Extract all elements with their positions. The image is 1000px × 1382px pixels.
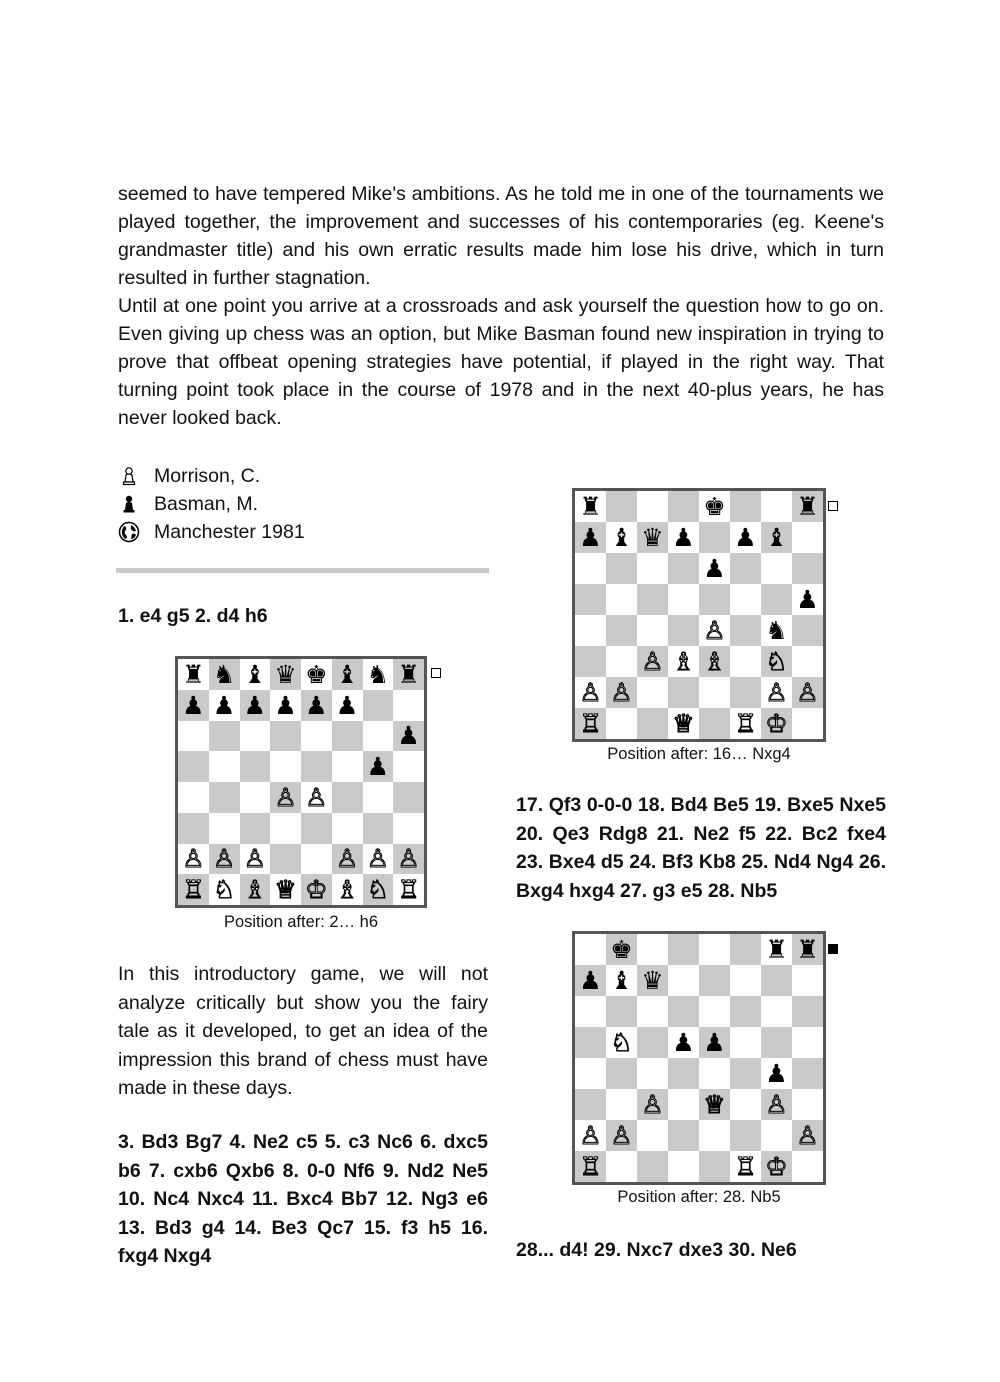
board-square	[761, 1027, 792, 1058]
board-square	[668, 1089, 699, 1120]
moves-opening: 1. e4 g5 2. d4 h6	[118, 605, 268, 627]
board-square	[301, 659, 332, 690]
white-pawn-icon: ♙	[579, 678, 602, 707]
board-square	[668, 934, 699, 965]
board-square	[637, 965, 668, 996]
board-square	[363, 782, 394, 813]
board-square	[209, 782, 240, 813]
board-square	[606, 615, 637, 646]
board-square	[637, 584, 668, 615]
event-name: Manchester 1981	[154, 521, 305, 543]
board-square	[699, 522, 730, 553]
white-player-row	[118, 462, 305, 490]
board-square	[301, 782, 332, 813]
board-square	[699, 553, 730, 584]
board-square	[668, 1027, 699, 1058]
board-square	[301, 874, 332, 905]
white-to-move-marker	[828, 501, 838, 511]
white-pawn-icon: ♙	[703, 616, 726, 645]
board-square	[699, 1120, 730, 1151]
black-rook-icon: ♜	[397, 659, 420, 689]
board-square	[575, 934, 606, 965]
board-square	[270, 844, 301, 875]
white-pawn-icon: ♙	[765, 678, 788, 707]
board-square	[761, 491, 792, 522]
board-square	[730, 522, 761, 553]
board-square	[332, 721, 363, 752]
board-square	[761, 1089, 792, 1120]
board-square	[301, 844, 332, 875]
board-square	[792, 677, 823, 708]
board-square	[332, 659, 363, 690]
board-square	[240, 782, 271, 813]
board-square	[606, 646, 637, 677]
board-square	[730, 677, 761, 708]
board-square	[606, 965, 637, 996]
intro-text	[118, 180, 884, 432]
board-square	[637, 708, 668, 739]
black-pawn-icon: ♟	[672, 1028, 695, 1057]
board-square	[668, 646, 699, 677]
board-square	[575, 1027, 606, 1058]
board-square	[761, 1151, 792, 1182]
board-square	[606, 491, 637, 522]
board-square	[393, 721, 424, 752]
board-square	[668, 677, 699, 708]
black-pawn-icon: ♟	[274, 690, 297, 720]
board-square	[792, 1027, 823, 1058]
white-to-move-marker	[431, 668, 441, 678]
board-square	[363, 874, 394, 905]
board-square	[240, 874, 271, 905]
board-square	[209, 690, 240, 721]
board-square	[270, 721, 301, 752]
board-square	[730, 1089, 761, 1120]
board-square	[606, 1058, 637, 1089]
board-square	[178, 659, 209, 690]
black-rook-icon: ♜	[796, 935, 819, 964]
white-pawn-icon: ♙	[182, 844, 205, 874]
board-square	[178, 782, 209, 813]
board-square	[637, 553, 668, 584]
board-square	[792, 522, 823, 553]
white-king-icon: ♔	[765, 709, 788, 738]
board-square	[730, 615, 761, 646]
board-square	[301, 690, 332, 721]
board-square	[792, 934, 823, 965]
board-square	[178, 813, 209, 844]
board-square	[761, 1120, 792, 1151]
diagram-caption: Position after: 16… Nxg4	[607, 745, 791, 763]
intro-paragraph: Until at one point you arrive at a crossroads and ask yourself the question how to go on. Even giving up chess was an option, but Mike Basman found new inspiration in trying to prove that offbeat opening strategies have potential, if played in the right way. That turning point took place in the course of 1978 and in the next 40-plus years, he has never looked back.	[118, 295, 884, 429]
board-square	[575, 491, 606, 522]
board-square	[637, 615, 668, 646]
board-square	[668, 491, 699, 522]
white-pawn-icon: ♙	[212, 844, 236, 874]
board-square	[699, 934, 730, 965]
board-square	[730, 996, 761, 1027]
white-pawn-icon	[118, 465, 140, 487]
board-square	[792, 708, 823, 739]
board-square	[730, 965, 761, 996]
board-square	[668, 965, 699, 996]
board-square	[363, 813, 394, 844]
board-square	[240, 844, 271, 875]
white-bishop-icon: ♗	[335, 875, 359, 905]
board-square	[178, 844, 209, 875]
commentary: In this introductory game, we will not analyze critically but show you the fairy tale as it developed, to get an idea of the impression this brand of chess must have made in these days.	[118, 963, 488, 1099]
board-square	[393, 751, 424, 782]
board-square	[668, 615, 699, 646]
board-square	[730, 1151, 761, 1182]
black-rook-icon: ♜	[579, 492, 602, 521]
black-player-row	[118, 490, 305, 518]
chess-diagram	[572, 931, 826, 1185]
board-square	[240, 751, 271, 782]
board-square	[575, 553, 606, 584]
board-square	[363, 659, 394, 690]
section-divider	[116, 568, 489, 573]
black-bishop-icon: ♝	[335, 659, 359, 689]
board-square	[393, 813, 424, 844]
board-square	[668, 1058, 699, 1089]
white-bishop-icon: ♗	[243, 875, 267, 905]
black-king-icon: ♚	[305, 659, 328, 689]
board-square	[637, 1120, 668, 1151]
board-square	[575, 615, 606, 646]
board-square	[240, 813, 271, 844]
board-square	[606, 1151, 637, 1182]
white-pawn-icon: ♙	[796, 678, 819, 707]
board-square	[668, 1120, 699, 1151]
board-square	[575, 965, 606, 996]
board-square	[209, 721, 240, 752]
board-square	[637, 491, 668, 522]
board-square	[575, 677, 606, 708]
white-queen-icon: ♕	[274, 875, 297, 905]
board-square	[209, 751, 240, 782]
board-square	[699, 965, 730, 996]
white-knight-icon: ♘	[212, 875, 236, 905]
board-square	[668, 584, 699, 615]
black-bishop-icon: ♝	[243, 659, 267, 689]
board-square	[699, 491, 730, 522]
board-square	[668, 1151, 699, 1182]
event-row	[118, 518, 305, 546]
board-square	[761, 553, 792, 584]
board-square	[575, 522, 606, 553]
black-pawn-icon: ♟	[212, 690, 236, 720]
board-square	[730, 1058, 761, 1089]
black-knight-icon: ♞	[765, 616, 788, 645]
white-knight-icon: ♘	[610, 1028, 633, 1057]
white-queen-icon: ♕	[672, 709, 695, 738]
white-pawn-icon: ♙	[641, 647, 664, 676]
white-pawn-icon: ♙	[335, 844, 359, 874]
board-square	[792, 965, 823, 996]
black-queen-icon: ♛	[641, 966, 664, 995]
board-square	[363, 721, 394, 752]
white-rook-icon: ♖	[734, 1152, 757, 1181]
board-square	[606, 1120, 637, 1151]
board-square	[575, 708, 606, 739]
white-player-name: Morrison, C.	[154, 465, 261, 487]
board-square	[209, 659, 240, 690]
board-square	[761, 708, 792, 739]
board-square	[575, 1089, 606, 1120]
board-square	[575, 646, 606, 677]
white-pawn-icon: ♙	[610, 1121, 633, 1150]
board-square	[761, 584, 792, 615]
board-square	[637, 1151, 668, 1182]
black-pawn-icon: ♟	[366, 752, 390, 782]
board-square	[668, 996, 699, 1027]
board-square	[730, 584, 761, 615]
board-square	[699, 615, 730, 646]
white-bishop-icon: ♗	[672, 647, 695, 676]
black-pawn-icon: ♟	[765, 1059, 788, 1088]
board-square	[761, 646, 792, 677]
white-pawn-icon: ♙	[796, 1121, 819, 1150]
board-square	[792, 615, 823, 646]
board-square	[699, 1151, 730, 1182]
black-king-icon: ♚	[610, 935, 633, 964]
board-square	[792, 1058, 823, 1089]
white-rook-icon: ♖	[579, 709, 602, 738]
white-rook-icon: ♖	[734, 709, 757, 738]
board-square	[332, 782, 363, 813]
board-square	[637, 934, 668, 965]
board-square	[792, 584, 823, 615]
board-square	[792, 1120, 823, 1151]
black-player-name: Basman, M.	[154, 493, 259, 515]
white-knight-icon: ♘	[765, 647, 788, 676]
board-square	[792, 646, 823, 677]
board-square	[761, 615, 792, 646]
board-square	[178, 874, 209, 905]
black-pawn-icon: ♟	[182, 690, 205, 720]
white-rook-icon: ♖	[397, 875, 420, 905]
board-square	[393, 690, 424, 721]
black-pawn-icon: ♟	[703, 554, 726, 583]
black-queen-icon: ♛	[274, 659, 297, 689]
white-pawn-icon: ♙	[765, 1090, 788, 1119]
board-square	[332, 813, 363, 844]
board-square	[606, 708, 637, 739]
black-bishop-icon: ♝	[610, 966, 633, 995]
board-square	[761, 934, 792, 965]
board-square	[301, 751, 332, 782]
board-square	[761, 1058, 792, 1089]
board-square	[637, 677, 668, 708]
board-square	[363, 844, 394, 875]
white-rook-icon: ♖	[579, 1152, 602, 1181]
board-square	[730, 1027, 761, 1058]
globe-icon	[118, 521, 140, 543]
black-bishop-icon: ♝	[610, 523, 633, 552]
black-pawn-icon: ♟	[579, 966, 602, 995]
board-square	[270, 782, 301, 813]
board-square	[637, 1089, 668, 1120]
board-square	[301, 813, 332, 844]
white-pawn-icon: ♙	[366, 844, 390, 874]
board-square	[209, 813, 240, 844]
black-pawn-icon: ♟	[243, 690, 267, 720]
board-square	[792, 1151, 823, 1182]
board-square	[792, 1089, 823, 1120]
board-square	[606, 584, 637, 615]
board-square	[393, 844, 424, 875]
board-square	[363, 690, 394, 721]
diagram-caption: Position after: 28. Nb5	[617, 1188, 781, 1206]
board-square	[270, 690, 301, 721]
board-square	[730, 1120, 761, 1151]
board-square	[178, 721, 209, 752]
board-square	[270, 813, 301, 844]
black-rook-icon: ♜	[765, 935, 788, 964]
board-square	[699, 677, 730, 708]
board-square	[178, 690, 209, 721]
black-knight-icon: ♞	[212, 659, 236, 689]
black-knight-icon: ♞	[366, 659, 390, 689]
board-square	[209, 874, 240, 905]
game-header	[118, 462, 305, 546]
board-square	[575, 996, 606, 1027]
board-square	[332, 751, 363, 782]
board-square	[178, 751, 209, 782]
board-square	[332, 690, 363, 721]
black-pawn-icon	[118, 493, 140, 515]
board-square	[363, 751, 394, 782]
black-pawn-icon: ♟	[305, 690, 328, 720]
black-pawn-icon: ♟	[672, 523, 695, 552]
board-square	[575, 1151, 606, 1182]
board-square	[792, 996, 823, 1027]
white-queen-icon: ♕	[703, 1090, 726, 1119]
board-square	[730, 646, 761, 677]
white-pawn-icon: ♙	[579, 1121, 602, 1150]
board-square	[606, 522, 637, 553]
board-square	[393, 659, 424, 690]
board-square	[761, 965, 792, 996]
board-square	[699, 584, 730, 615]
white-pawn-icon: ♙	[305, 782, 328, 812]
black-pawn-icon: ♟	[579, 523, 602, 552]
black-pawn-icon: ♟	[796, 585, 819, 614]
board-square	[637, 1027, 668, 1058]
board-square	[730, 708, 761, 739]
black-rook-icon: ♜	[182, 659, 205, 689]
board-square	[606, 1027, 637, 1058]
board-square	[637, 1058, 668, 1089]
board-square	[606, 934, 637, 965]
board-square	[393, 782, 424, 813]
black-king-icon: ♚	[703, 492, 726, 521]
board-square	[240, 721, 271, 752]
moves-middlegame: 3. Bd3 Bg7 4. Ne2 c5 5. c3 Nc6 6. dxc5 b6 7. cxb6 Qxb6 8. 0-0 Nf6 9. Nd2 Ne5 10. Nc4 Nxc4 11. Bxc4 Bb7 12. Ng3 e6 13. Bd3 g4 14. Be3 Qc7 15. f3 h5 16. fxg4 Nxg4	[118, 1131, 488, 1267]
board-square	[240, 659, 271, 690]
white-pawn-icon: ♙	[243, 844, 267, 874]
board-square	[699, 1089, 730, 1120]
chess-diagram	[175, 656, 427, 908]
white-king-icon: ♔	[765, 1152, 788, 1181]
board-square	[668, 553, 699, 584]
black-bishop-icon: ♝	[765, 523, 788, 552]
board-square	[575, 1120, 606, 1151]
board-square	[668, 708, 699, 739]
board-square	[606, 1089, 637, 1120]
board-square	[699, 1027, 730, 1058]
board-square	[792, 491, 823, 522]
moves-after-16: 17. Qf3 0-0-0 18. Bd4 Be5 19. Bxe5 Nxe5 20. Qe3 Rdg8 21. Ne2 f5 22. Bc2 fxe4 23. Bxe4 d5 24. Bf3 Kb8 25. Nd4 Ng4 26. Bxg4 hxg4 27. g3 e5 28. Nb5	[516, 794, 886, 902]
white-pawn-icon: ♙	[641, 1090, 664, 1119]
black-pawn-icon: ♟	[703, 1028, 726, 1057]
board-square	[270, 659, 301, 690]
black-pawn-icon: ♟	[397, 721, 420, 751]
board-square	[761, 522, 792, 553]
board-square	[668, 522, 699, 553]
white-rook-icon: ♖	[182, 875, 205, 905]
board-square	[575, 584, 606, 615]
board-square	[637, 996, 668, 1027]
board-square	[792, 553, 823, 584]
black-rook-icon: ♜	[796, 492, 819, 521]
board-square	[699, 996, 730, 1027]
board-square	[301, 721, 332, 752]
board-square	[730, 934, 761, 965]
black-pawn-icon: ♟	[734, 523, 757, 552]
white-pawn-icon: ♙	[274, 782, 297, 812]
board-square	[606, 996, 637, 1027]
board-square	[209, 844, 240, 875]
chess-diagram	[572, 488, 826, 742]
black-to-move-marker	[828, 944, 838, 954]
board-square	[575, 1058, 606, 1089]
white-pawn-icon: ♙	[610, 678, 633, 707]
board-square	[270, 874, 301, 905]
board-square	[270, 751, 301, 782]
moves-after-28: 28... d4! 29. Nxc7 dxe3 30. Ne6	[516, 1239, 797, 1261]
white-knight-icon: ♘	[366, 875, 390, 905]
board-square	[332, 874, 363, 905]
board-square	[637, 646, 668, 677]
intro-paragraph: seemed to have tempered Mike's ambitions. As he told me in one of the tournaments we played together, the improvement and successes of his contemporaries (eg. Keene's grandmaster title) and his own erratic results made him lose his drive, which in turn resulted in further stagnation.	[118, 183, 884, 289]
white-pawn-icon: ♙	[397, 844, 420, 874]
white-bishop-icon: ♗	[703, 647, 726, 676]
board-square	[761, 677, 792, 708]
black-pawn-icon: ♟	[335, 690, 359, 720]
board-square	[730, 491, 761, 522]
black-queen-icon: ♛	[641, 523, 664, 552]
board-square	[606, 677, 637, 708]
diagram-caption: Position after: 2… h6	[223, 913, 379, 931]
board-square	[730, 553, 761, 584]
board-square	[393, 874, 424, 905]
board-square	[606, 553, 637, 584]
white-king-icon: ♔	[305, 875, 328, 905]
board-square	[699, 646, 730, 677]
board-square	[699, 1058, 730, 1089]
board-square	[699, 708, 730, 739]
board-square	[637, 522, 668, 553]
board-square	[332, 844, 363, 875]
board-square	[240, 690, 271, 721]
board-square	[761, 996, 792, 1027]
